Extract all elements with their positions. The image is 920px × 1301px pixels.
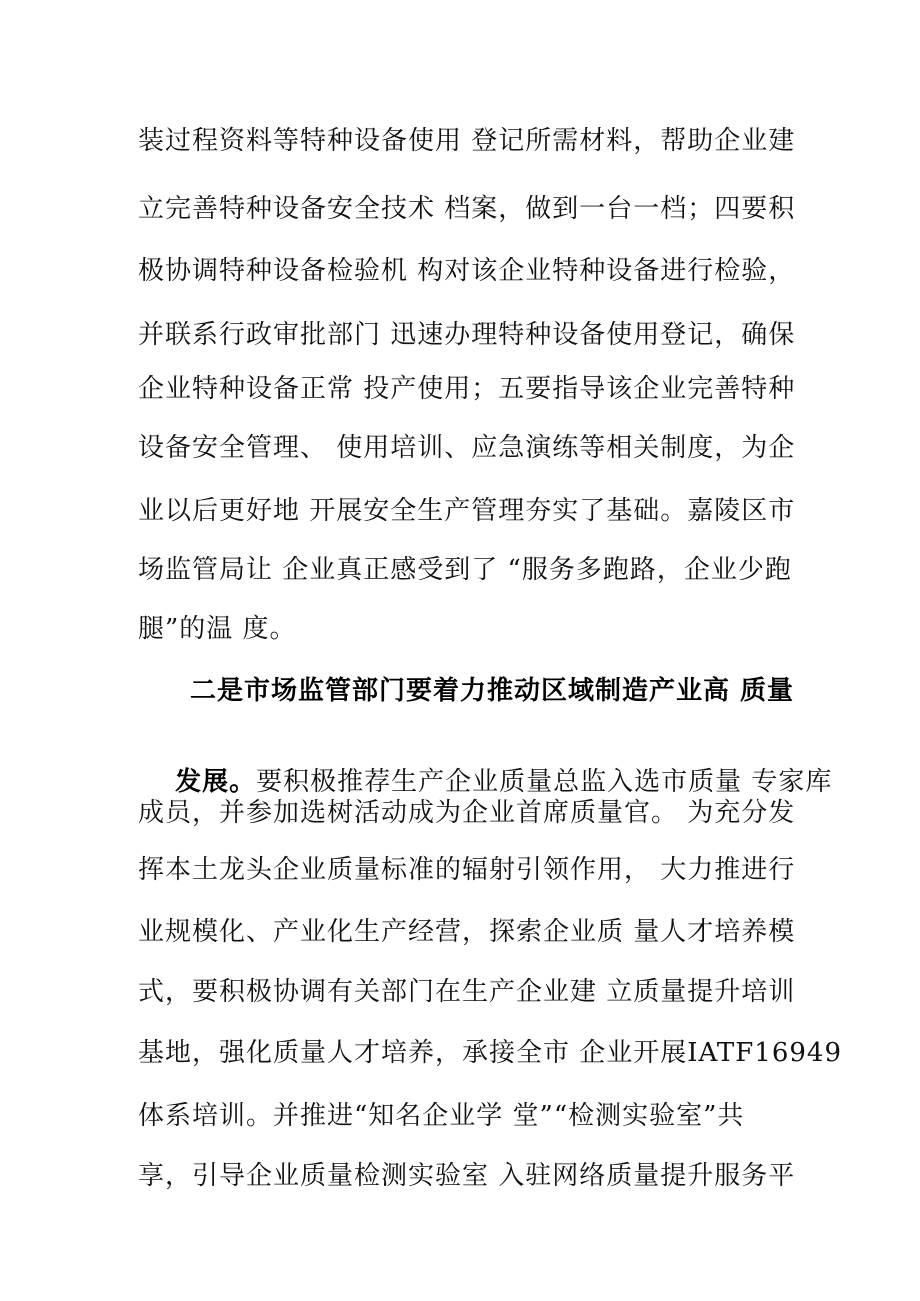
paragraph-1-line-2: 立完善特种设备安全技术 档案，做到一台一档；四要积 (138, 194, 796, 224)
paragraph-1-line-1: 装过程资料等特种设备使用 登记所需材料，帮助企业建 (138, 126, 796, 156)
paragraph-1-line-5: 企业特种设备正常 投产使用；五要指导该企业完善特种 (138, 374, 796, 404)
paragraph-1-line-8: 场监管局让 企业真正感受到了 “服务多跑路，企业少跑 (138, 555, 792, 585)
paragraph-1-line-7: 业以后更好地 开展安全生产管理夯实了基础。嘉陵区市 (138, 496, 796, 526)
paragraph-2-heading-line-2: 发展。 (175, 767, 257, 797)
paragraph-2-line-9: 享，引导企业质量检测实验室 入驻网络质量提升服务平 (138, 1161, 796, 1191)
paragraph-2-line-5: 业规模化、产业化生产经营，探索企业质 量人才培养模 (138, 917, 796, 947)
paragraph-1-line-3: 极协调特种设备检验机 构对该企业特种设备进行检验， (138, 256, 796, 286)
paragraph-2-line-6: 式，要积极协调有关部门在生产企业建 立质量提升培训 (138, 977, 796, 1007)
paragraph-2-line-4: 挥本土龙头企业质量标准的辐射引领作用， 大力推进行 (138, 855, 796, 885)
paragraph-2-heading-line-1: 二是市场监管部门要着力推动区域制造产业高 质量 (190, 676, 795, 706)
paragraph-2-line-2-rest: 要积极推荐生产企业质量总监入选市质量 专家库 (256, 767, 833, 797)
paragraph-1-line-6: 设备安全管理、 使用培训、应急演练等相关制度，为企 (138, 433, 796, 463)
paragraph-1-line-4: 并联系行政审批部门 迅速办理特种设备使用登记，确保 (138, 320, 796, 350)
paragraph-1-line-9: 腿”的温 度。 (138, 614, 297, 644)
paragraph-2-line-3: 成员，并参加选树活动成为企业首席质量官。 为充分发 (138, 798, 796, 828)
paragraph-2-line-7: 基地，强化质量人才培养，承接全市 企业开展IATF16949 (138, 1038, 842, 1068)
paragraph-2-line-8: 体系培训。并推进“知名企业学 堂”“检测实验室”共 (138, 1101, 745, 1131)
